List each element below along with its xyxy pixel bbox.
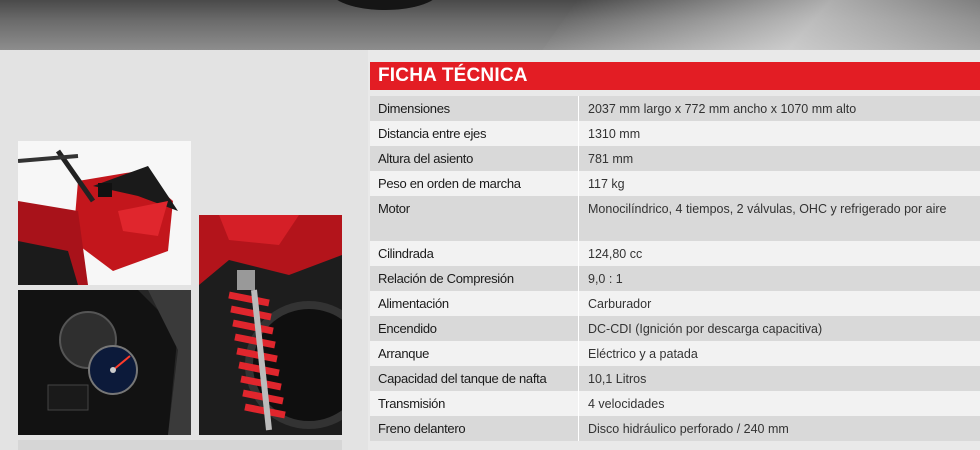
spec-label: Alimentación — [378, 296, 449, 311]
spec-row — [370, 171, 980, 196]
light-streak — [535, 0, 980, 50]
spec-label: Cilindrada — [378, 246, 434, 261]
spec-value: DC-CDI (Ignición por descarga capacitiva) — [578, 316, 980, 341]
spec-row — [370, 416, 980, 441]
spec-label: Relación de Compresión — [378, 271, 514, 286]
spec-label: Motor — [378, 201, 410, 216]
spec-row — [370, 96, 980, 121]
spec-row — [370, 391, 980, 416]
spec-label: Freno delantero — [378, 421, 466, 436]
spec-label: Encendido — [378, 321, 437, 336]
spec-value: 117 kg — [578, 171, 980, 196]
front-fairing-photo — [18, 141, 191, 285]
spec-sheet — [370, 62, 980, 441]
spec-table — [370, 96, 980, 441]
spec-row — [370, 316, 980, 341]
hero-banner-image — [0, 0, 980, 50]
spec-value: 10,1 Litros — [578, 366, 980, 391]
motorcycle-wheel-shape — [330, 0, 440, 10]
spec-value: 4 velocidades — [578, 391, 980, 416]
instrument-panel-photo — [18, 290, 191, 435]
spec-sheet-title: FICHA TÉCNICA — [370, 62, 980, 90]
spec-value: Carburador — [578, 291, 980, 316]
rear-shock-photo — [199, 215, 342, 435]
spec-row — [370, 291, 980, 316]
spec-label: Peso en orden de marcha — [378, 176, 521, 191]
spec-row — [370, 366, 980, 391]
spec-row — [370, 241, 980, 266]
spec-value: 124,80 cc — [578, 241, 980, 266]
spec-value: 1310 mm — [578, 121, 980, 146]
spec-label: Transmisión — [378, 396, 446, 411]
spec-row — [370, 121, 980, 146]
spec-label: Dimensiones — [378, 101, 450, 116]
spec-label: Capacidad del tanque de nafta — [378, 371, 547, 386]
spec-value: Monocilíndrico, 4 tiempos, 2 válvulas, OHC y refrigerado por aire — [578, 196, 980, 241]
spec-row — [370, 341, 980, 366]
spec-value: Eléctrico y a patada — [578, 341, 980, 366]
spec-label: Arranque — [378, 346, 430, 361]
spec-value: 9,0 : 1 — [578, 266, 980, 291]
spec-label: Distancia entre ejes — [378, 126, 487, 141]
spec-value: 2037 mm largo x 772 mm ancho x 1070 mm alto — [578, 96, 980, 121]
spec-value: Disco hidráulico perforado / 240 mm — [578, 416, 980, 441]
spec-label: Altura del asiento — [378, 151, 474, 166]
spec-value: 781 mm — [578, 146, 980, 171]
gallery-bottom-strip — [18, 440, 342, 450]
spec-row — [370, 196, 980, 241]
spec-row — [370, 266, 980, 291]
spec-row — [370, 146, 980, 171]
